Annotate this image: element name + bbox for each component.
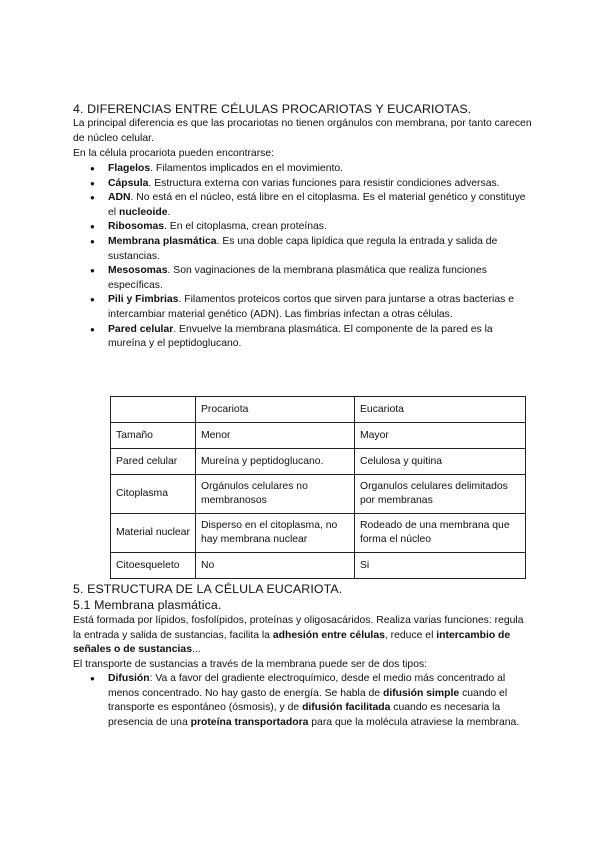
section-5-heading: 5. ESTRUCTURA DE LA CÉLULA EUCARIOTA.: [73, 582, 343, 596]
table-cell: Mureína y peptidoglucano.: [196, 449, 355, 475]
comparison-table: [110, 396, 526, 579]
procariota-list: [90, 162, 530, 352]
list-item: ● Ribosomas. En el citoplasma, crean proteínas.: [90, 220, 530, 235]
table-cell: Organulos celulares delimitados por membranas: [355, 475, 526, 514]
table-row: [111, 475, 526, 514]
section-4-lead: En la célula procariota pueden encontrarse:: [73, 148, 275, 159]
table-cell: Tamaño: [111, 423, 196, 449]
section-4-heading: 4. DIFERENCIAS ENTRE CÉLULAS PROCARIOTAS Y EUCARIOTAS.: [73, 102, 472, 116]
membrana-paragraph: Está formada por lípidos, fosfolípidos, proteínas y oligosacáridos. Realiza varias funciones: regula la entrada y salida de sustancias, facilita la adhesión entre células, reduce el intercambio de señales o de sustancias...: [73, 615, 524, 656]
table-header-cell: Procariota: [196, 397, 355, 423]
table-cell: Celulosa y quitina: [355, 449, 526, 475]
table-cell: Rodeado de una membrana que forma el núcleo: [355, 514, 526, 553]
transport-list: [90, 672, 530, 730]
transport-lead: El transporte de sustancias a través de la membrana puede ser de dos tipos:: [73, 659, 428, 670]
list-item: ● Membrana plasmática. Es una doble capa lipídica que regula la entrada y salida de sustancias.: [90, 235, 530, 264]
table-cell: Si: [355, 553, 526, 579]
section-5-1-heading: 5.1 Membrana plasmática.: [73, 598, 222, 612]
list-item: ● Flagelos. Filamentos implicados en el movimiento.: [90, 162, 530, 177]
table-cell: Pared celular: [111, 449, 196, 475]
list-item: ● Cápsula. Estructura externa con varias funciones para resistir condiciones adversas.: [90, 177, 530, 192]
list-item: ● Mesosomas. Son vaginaciones de la membrana plasmática que realiza funciones específicas.: [90, 264, 530, 293]
table-row: [111, 553, 526, 579]
table-cell: Orgánulos celulares no membranosos: [196, 475, 355, 514]
table-cell: No: [196, 553, 355, 579]
table-cell: Material nuclear: [111, 514, 196, 553]
list-item: ● ADN. No está en el núcleo, está libre en el citoplasma. Es el material genético y constituye el nucleoide.: [90, 191, 530, 220]
table-header-cell: [111, 397, 196, 423]
list-item: ● Pared celular. Envuelve la membrana plasmática. El componente de la pared es la mureína y el peptidoglucano.: [90, 323, 530, 352]
table-row: [111, 423, 526, 449]
table-cell: Mayor: [355, 423, 526, 449]
table-row: [111, 514, 526, 553]
table-cell: Menor: [196, 423, 355, 449]
table-cell: Citoesqueleto: [111, 553, 196, 579]
list-item: ● Difusión: Va a favor del gradiente electroquímico, desde el medio más concentrado al menos concentrado. No hay gasto de energía. Se habla de difusión simple cuando el transporte es espontáneo (ósmosis), y de difusión facilitada cuando es necesaria la presencia de una proteína transportadora para que la molécula atraviese la membrana.: [90, 672, 530, 730]
section-4-intro: La principal diferencia es que las procariotas no tienen orgánulos con membrana, por tanto carecen de núcleo celular.: [73, 118, 532, 144]
table-cell: Disperso en el citoplasma, no hay membrana nuclear: [196, 514, 355, 553]
table-cell: Citoplasma: [111, 475, 196, 514]
table-header-row: [111, 397, 526, 423]
table-header-cell: Eucariota: [355, 397, 526, 423]
table-row: [111, 449, 526, 475]
list-item: ● Pili y Fimbrias. Filamentos proteicos cortos que sirven para juntarse a otras bacterias e intercambiar material genético (ADN). Las fimbrias infectan a otras células.: [90, 293, 530, 322]
